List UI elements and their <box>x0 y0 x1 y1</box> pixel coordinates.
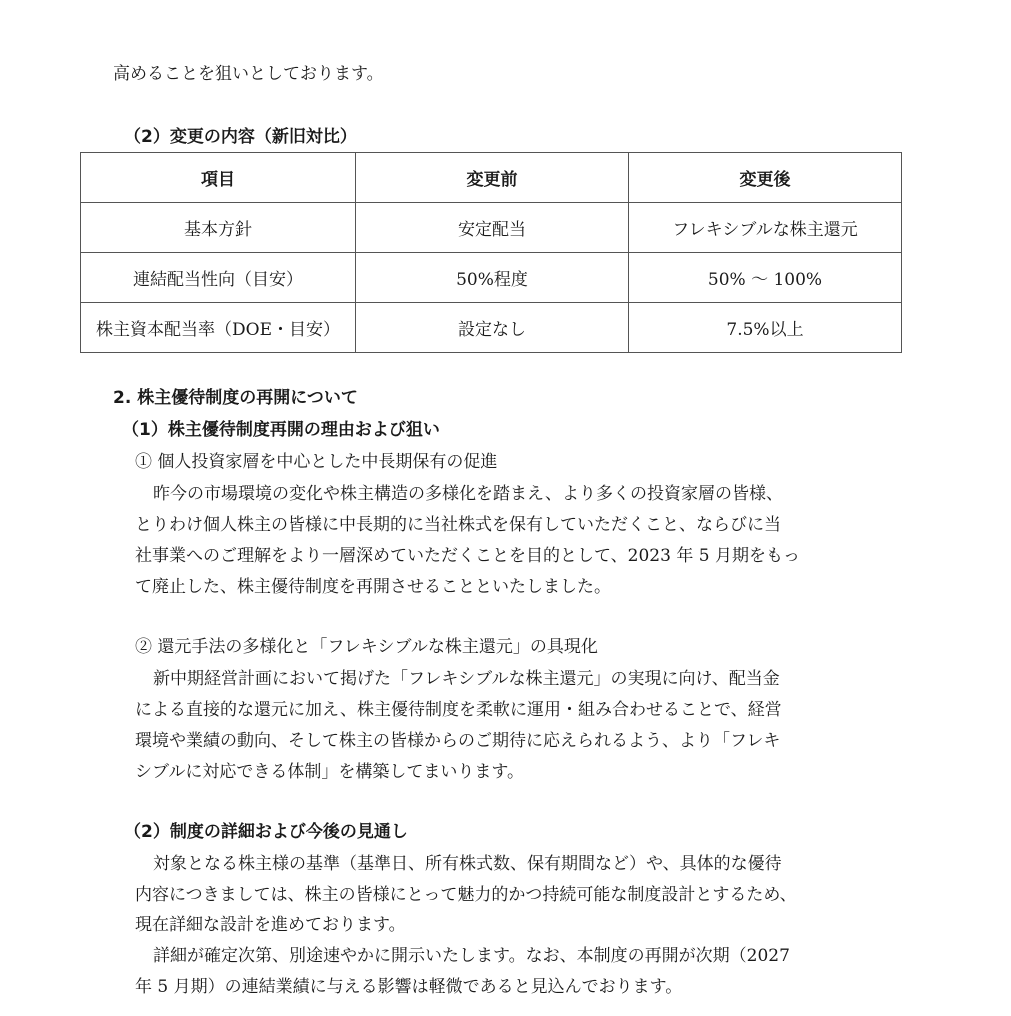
item-2-line: による直接的な還元に加え、株主優待制度を柔軟に運用・組み合わせることで、経営 <box>135 700 782 720</box>
subsection-2-line: 内容につきましては、株主の皆様にとって魅力的かつ持続可能な制度設計とするため、 <box>135 885 797 905</box>
item-1-line: 昨今の市場環境の変化や株主構造の多様化を踏まえ、より多くの投資家層の皆様、 <box>153 484 784 504</box>
subsection-2-heading: （2）制度の詳細および今後の見通し <box>124 822 408 842</box>
table-cell: 設定なし <box>356 303 629 353</box>
item-2-line: 環境や業績の動向、そして株主の皆様からのご期待に応えられるよう、より「フレキ <box>135 731 781 751</box>
item-1-line: とりわけ個人株主の皆様に中長期的に当社株式を保有していただくこと、ならびに当 <box>135 515 781 535</box>
table-row <box>81 253 902 303</box>
table-header-cell: 変更前 <box>356 153 629 203</box>
subsection-2-line: 対象となる株主様の基準（基準日、所有株式数、保有期間など）や、具体的な優待 <box>153 854 782 874</box>
item-2-line: シブルに対応できる体制」を構築してまいります。 <box>135 762 524 782</box>
intro-tail-text: 高めることを狙いとしております。 <box>113 64 384 84</box>
table-cell: 連結配当性向（目安） <box>81 253 356 303</box>
table-cell: 7.5%以上 <box>629 303 902 353</box>
table-cell: フレキシブルな株主還元 <box>629 203 902 253</box>
section-2-heading: 2. 株主優待制度の再開について <box>113 388 358 408</box>
subsection-2-line: 現在詳細な設計を進めております。 <box>135 915 406 935</box>
item-1-line: て廃止した、株主優待制度を再開させることといたしました。 <box>135 577 611 597</box>
item-2-line: 新中期経営計画において掲げた「フレキシブルな株主還元」の実現に向け、配当金 <box>153 669 780 689</box>
item-2-heading: ② 還元手法の多様化と「フレキシブルな株主還元」の具現化 <box>135 637 598 657</box>
table-header-row <box>81 153 902 203</box>
item-1-heading: ① 個人投資家層を中心とした中長期保有の促進 <box>135 452 498 472</box>
subsection-2-line: 詳細が確定次第、別途速やかに開示いたします。なお、本制度の再開が次期（2027 <box>153 946 790 966</box>
table-cell: 安定配当 <box>356 203 629 253</box>
table-header-cell: 項目 <box>81 153 356 203</box>
item-1-line: 社事業へのご理解をより一層深めていただくことを目的として、2023 年 5 月期をもっ <box>135 546 800 566</box>
section-heading-change-content: （2）変更の内容（新旧対比） <box>124 127 357 147</box>
subsection-1-heading: （1）株主優待制度再開の理由および狙い <box>122 420 440 440</box>
table-header-cell: 変更後 <box>629 153 902 203</box>
table-row <box>81 303 902 353</box>
comparison-table <box>80 152 902 353</box>
table-cell: 50% ～ 100% <box>629 253 902 303</box>
table-cell: 株主資本配当率（DOE・目安） <box>81 303 356 353</box>
subsection-2-line: 年 5 月期）の連結業績に与える影響は軽微であると見込んでおります。 <box>135 977 683 997</box>
table-row <box>81 203 902 253</box>
table-cell: 基本方針 <box>81 203 356 253</box>
table-cell: 50%程度 <box>356 253 629 303</box>
